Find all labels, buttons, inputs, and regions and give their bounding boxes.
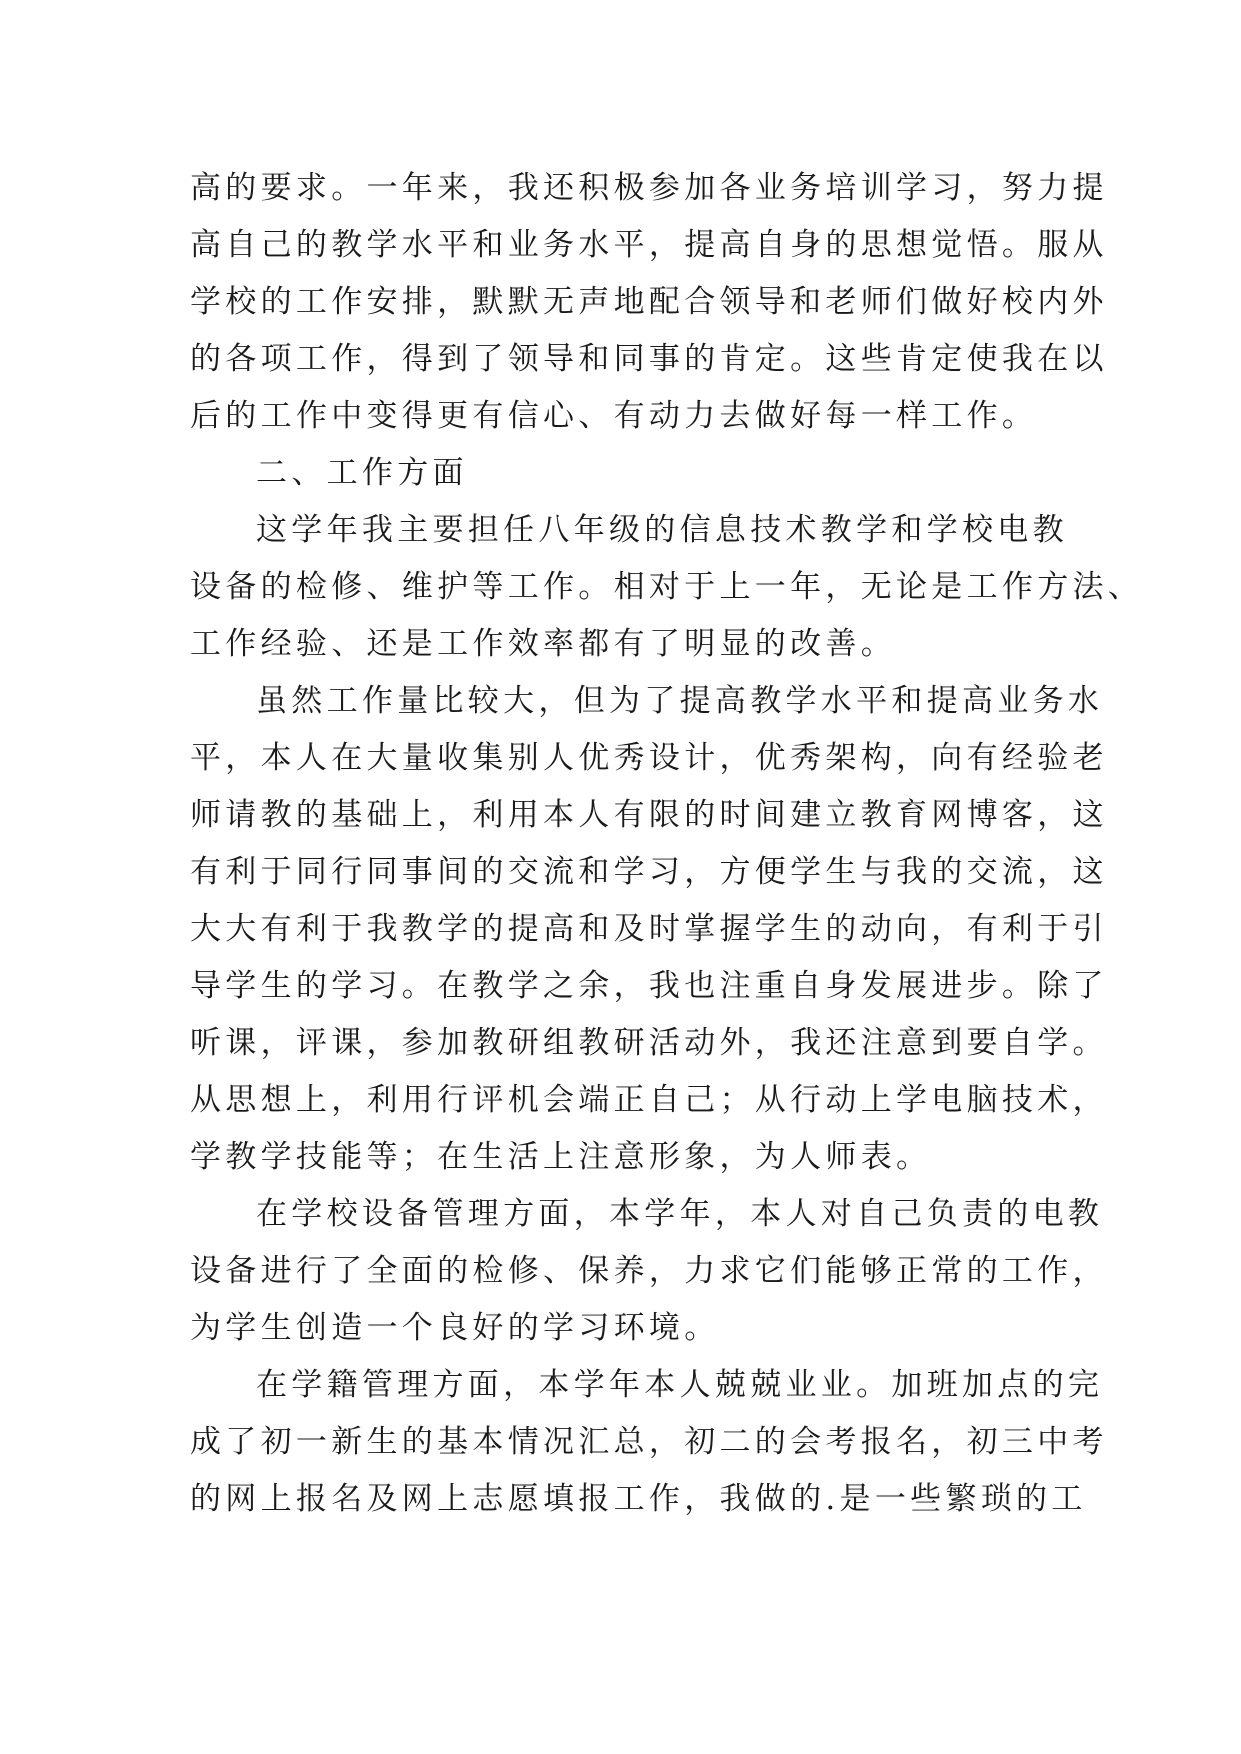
text-line: 虽然工作量比较大，但为了提高教学水平和提高业务水 xyxy=(256,683,1104,719)
text-line: 成了初一新生的基本情况汇总，初二的会考报名，初三中考 xyxy=(190,1424,1108,1460)
text-line: 后的工作中变得更有信心、有动力去做好每一样工作。 xyxy=(190,398,1038,434)
text-line: 平，本人在大量收集别人优秀设计，优秀架构，向有经验老 xyxy=(190,740,1108,776)
text-line: 这学年我主要担任八年级的信息技术教学和学校电教 xyxy=(256,512,1068,548)
text-line: 学教学技能等；在生活上注意形象，为人师表。 xyxy=(190,1139,932,1175)
text-line: 的各项工作，得到了领导和同事的肯定。这些肯定使我在以 xyxy=(190,341,1108,377)
text-line: 导学生的学习。在教学之余，我也注重自身发展进步。除了 xyxy=(190,968,1108,1004)
text-line: 设备的检修、维护等工作。相对于上一年，无论是工作方法、 xyxy=(190,569,1144,605)
body-text xyxy=(190,160,1144,1528)
section-heading: 二、工作方面 xyxy=(256,455,468,491)
text-line: 师请教的基础上，利用本人有限的时间建立教育网博客，这 xyxy=(190,797,1108,833)
text-line: 为学生创造一个良好的学习环境。 xyxy=(190,1310,720,1346)
text-line: 在学校设备管理方面，本学年，本人对自己负责的电教 xyxy=(256,1196,1104,1232)
text-line: 学校的工作安排，默默无声地配合领导和老师们做好校内外 xyxy=(190,284,1108,320)
text-line: 设备进行了全面的检修、保养，力求它们能够正常的工作， xyxy=(190,1253,1108,1289)
text-line: 听课，评课，参加教研组教研活动外，我还注意到要自学。 xyxy=(190,1025,1108,1061)
text-line: 高自己的教学水平和业务水平，提高自身的思想觉悟。服从 xyxy=(190,227,1108,263)
text-line: 工作经验、还是工作效率都有了明显的改善。 xyxy=(190,626,896,662)
text-line: 大大有利于我教学的提高和及时掌握学生的动向，有利于引 xyxy=(190,911,1108,947)
text-line: 的网上报名及网上志愿填报工作，我做的.是一些繁琐的工 xyxy=(190,1481,1087,1517)
text-line: 从思想上，利用行评机会端正自己；从行动上学电脑技术， xyxy=(190,1082,1108,1118)
text-line: 高的要求。一年来，我还积极参加各业务培训学习，努力提 xyxy=(190,170,1108,206)
text-line: 在学籍管理方面，本学年本人兢兢业业。加班加点的完 xyxy=(256,1367,1104,1403)
text-line: 有利于同行同事间的交流和学习，方便学生与我的交流，这 xyxy=(190,854,1108,890)
